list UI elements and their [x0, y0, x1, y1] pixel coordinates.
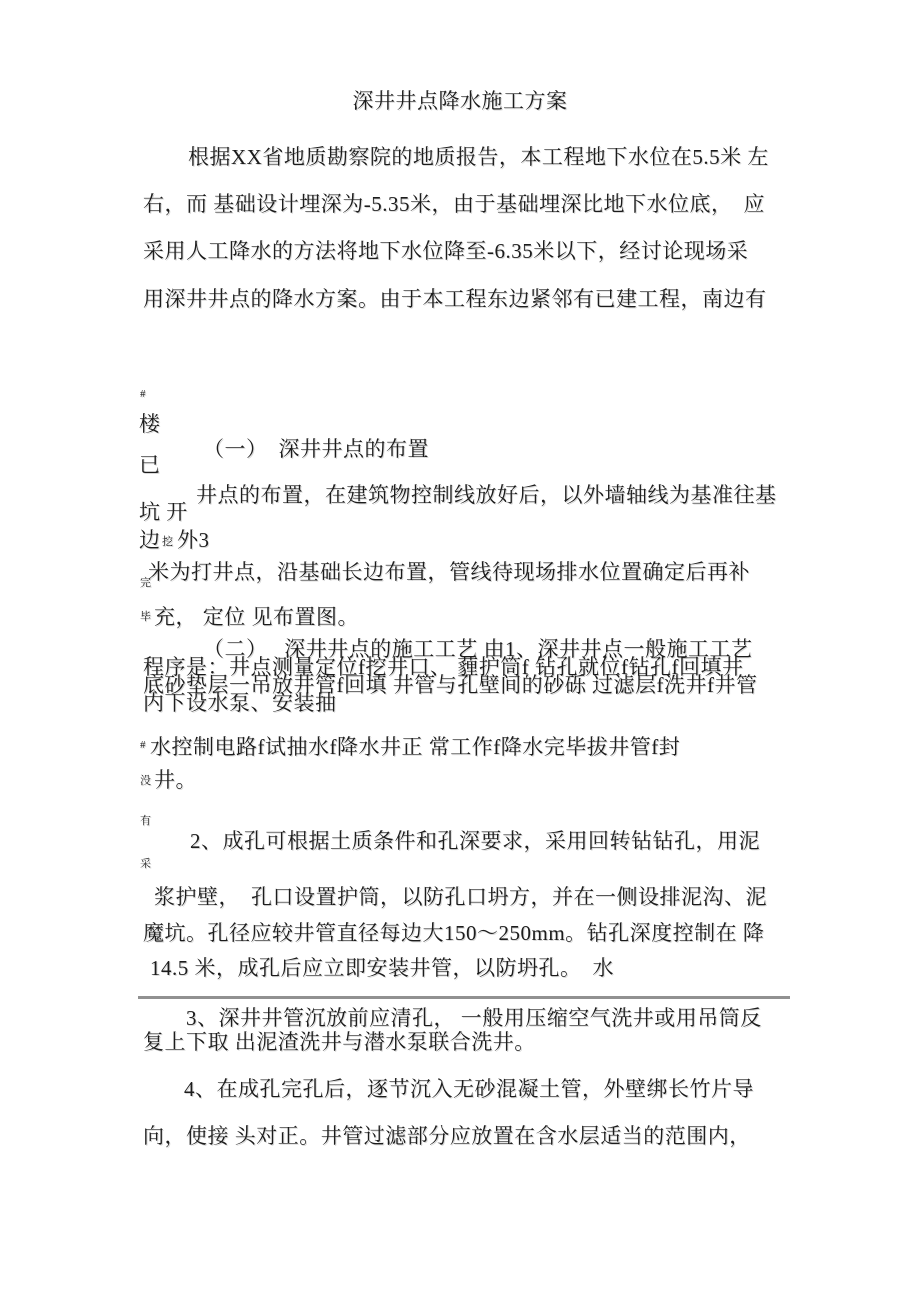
section-divider: [138, 996, 790, 999]
item3-line1: 3、深井井管沉放前应清孔， 一般用压缩空气洗井或用吊筒反: [186, 1006, 762, 1030]
section1-line2: 米为打井点，沿基础长边布置，管线待现场排水位置确定后再补: [148, 560, 750, 584]
margin-fragment-bi: 毕: [140, 611, 151, 623]
margin-fragment-hash-mid: #: [140, 739, 146, 751]
margin-fragment-cai: 采: [140, 858, 151, 870]
section2-line5: 水控制电路f试抽水f降水井正 常工作f降水完毕拔井管f封: [150, 735, 681, 759]
section2-line6: 井。: [154, 768, 197, 792]
margin-fragment-bian: 边: [139, 528, 161, 552]
margin-fragment-wai3: 外3: [177, 528, 210, 552]
paragraph1-line4: 用深井井点的降水方案。由于本工程东边紧邻有已建工程，南边有: [143, 287, 767, 311]
section2-line1: （二） 深井井点的施工工艺 由1、深井井点一般施工工艺: [203, 637, 753, 661]
margin-fragment-wan: 完: [140, 577, 151, 589]
item2-line4: 14.5 米，成孔后应立即安装井管，以防坍孔。 水: [150, 956, 614, 980]
margin-fragment-hash-top: #: [140, 388, 146, 400]
margin-fragment-keng-kai: 坑 开: [139, 500, 188, 524]
margin-fragment-yi: 已: [139, 453, 161, 477]
item4-line1: 4、在成孔完孔后，逐节沉入无砂混凝土管，外壁绑长竹片导: [184, 1077, 754, 1101]
section1-line1: 井点的布置，在建筑物控制线放好后，以外墙轴线为基准往基: [196, 483, 777, 507]
paragraph1-line1: 根据XX省地质勘察院的地质报告，本工程地下水位在5.5米 左: [188, 145, 769, 169]
margin-fragment-lou: 楼: [139, 412, 161, 436]
paragraph1-line2: 右，而 基础设计埋深为-5.35米，由于基础埋深比地下水位底， 应: [143, 192, 765, 216]
section2-line3: 底砂垫层一吊放井管f回填 井管与孔壁间的砂砾 过滤层f洗井f井管: [143, 673, 758, 697]
item3-line2: 复上下取 出泥渣洗井与潜水泵联合洗井。: [143, 1030, 536, 1054]
section1-line3: 充， 定位 见布置图。: [154, 605, 359, 629]
margin-fragment-you: 有: [140, 815, 151, 827]
document-title: 深井井点降水施工方案: [352, 89, 568, 113]
section2-line2: 程序是：井点测量定位f挖井口、 薶护筒f 钻孔就位f钻孔f回填井: [143, 655, 744, 679]
item2-line3: 魔坑。孔径应较井管直径每边大150〜250mm。钻孔深度控制在 降: [143, 921, 765, 945]
section2-line4: 内下设水泵、安装抽: [143, 691, 337, 715]
item4-line2: 向，使接 头对正。井管过滤部分应放置在含水层适当的范围内，: [143, 1124, 751, 1148]
paragraph1-line3: 采用人工降水的方法将地下水位降至-6.35米以下，经讨论现场采: [143, 239, 749, 263]
item2-line1: 2、成孔可根据土质条件和孔深要求，采用回转钻钻孔，用泥: [190, 829, 760, 853]
item2-line2: 浆护壁， 孔口设置护筒，以防孔口坍方，并在一侧设排泥沟、泥: [154, 885, 767, 909]
section1-heading: （一） 深井井点的布置: [203, 437, 429, 461]
margin-fragment-mei: 没: [140, 775, 151, 787]
margin-fragment-wa-small: 挖: [162, 536, 173, 548]
